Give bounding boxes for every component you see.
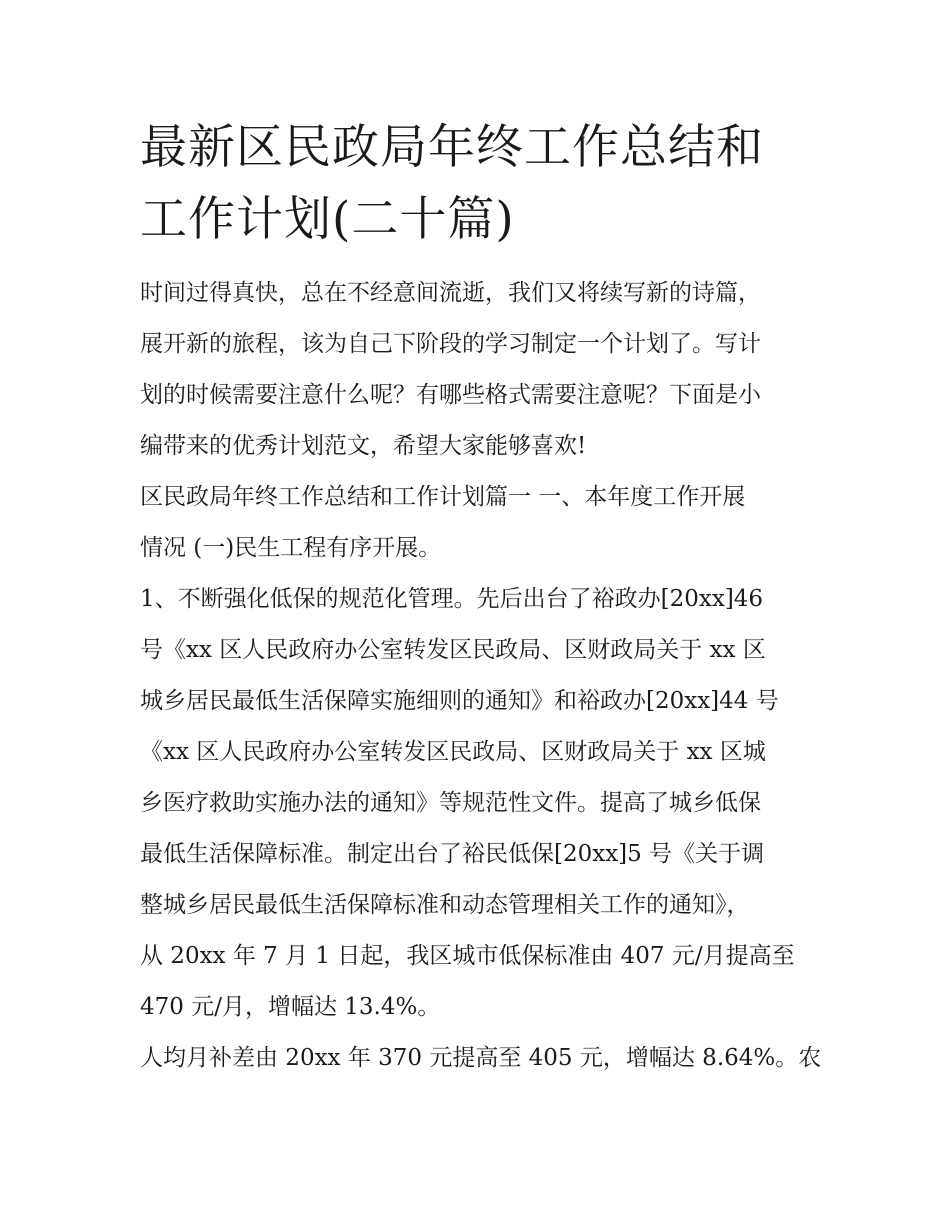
title-line: 最新区民政局年终工作总结和 [140, 120, 764, 175]
document-body [140, 112, 820, 1084]
text-line: 展开新的旅程，该为自己下阶段的学习制定一个计划了。写计 [140, 331, 761, 357]
text-line: 城乡居民最低生活保障实施细则的通知》和裕政办[20xx]44 号 [140, 688, 779, 714]
text-line: 整城乡居民最低生活保障标准和动态管理相关工作的通知》， [140, 892, 750, 918]
intro-paragraph [140, 268, 820, 472]
text-line: 号《xx 区人民政府办公室转发区民政局、区财政局关于 xx 区 [140, 637, 766, 663]
text-line: 区民政局年终工作总结和工作计划篇一 一、本年度工作开展 [140, 484, 746, 510]
text-line: 从 20xx 年 7 月 1 日起，我区城市低保标准由 407 元/月提高至 [140, 943, 795, 969]
body-paragraph [140, 574, 820, 1033]
text-line: 情况 (一)民生工程有序开展。 [140, 535, 442, 561]
section-heading-paragraph [140, 472, 820, 574]
text-line: 划的时候需要注意什么呢？有哪些格式需要注意呢？下面是小 [140, 382, 761, 408]
text-line: 时间过得真快，总在不经意间流逝，我们又将续写新的诗篇， [140, 280, 761, 306]
text-line: 编带来的优秀计划范文，希望大家能够喜欢! [140, 433, 587, 459]
text-line: 《xx 区人民政府办公室转发区民政局、区财政局关于 xx 区城 [140, 739, 766, 765]
body-paragraph [140, 1033, 820, 1084]
text-line: 1、不断强化低保的规范化管理。先后出台了裕政办[20xx]46 [140, 586, 764, 612]
text-line: 470 元/月，增幅达 13.4%。 [140, 994, 441, 1020]
text-line: 乡医疗救助实施办法的通知》等规范性文件。提高了城乡低保 [140, 790, 761, 816]
text-line: 人均月补差由 20xx 年 370 元提高至 405 元，增幅达 8.64%。农 [140, 1045, 822, 1071]
text-line: 最低生活保障标准。制定出台了裕民低保[20xx]5 号《关于调 [140, 841, 765, 867]
document-title [140, 112, 820, 256]
title-line: 工作计划(二十篇) [140, 192, 515, 247]
